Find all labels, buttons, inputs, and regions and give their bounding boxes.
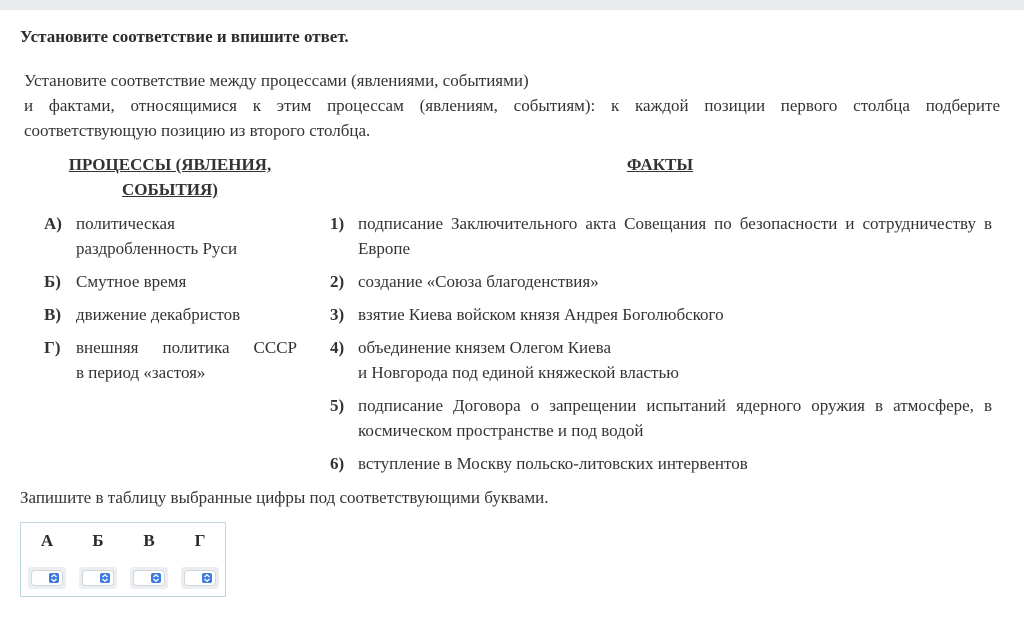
- chevron-updown-icon: [202, 573, 212, 583]
- process-letter: А): [44, 214, 62, 233]
- facts-column-header: ФАКТЫ: [626, 155, 694, 174]
- fact-text: вступление в Москву польско-литовских интервентов: [358, 454, 748, 473]
- process-item-a: [44, 211, 304, 261]
- process-text: политическая раздробленность Руси: [76, 214, 238, 258]
- fact-text-line-2: и Новгорода под единой княжеской властью: [358, 363, 679, 382]
- process-text: движение декабристов: [76, 305, 241, 324]
- chevron-updown-icon: [151, 573, 161, 583]
- select-field[interactable]: [32, 571, 62, 585]
- fact-number: 6): [330, 454, 345, 473]
- fact-number: 4): [330, 338, 345, 357]
- fact-number: 1): [330, 214, 345, 233]
- chevron-updown-icon: [100, 573, 110, 583]
- fact-text-line-1: объединение князем Олегом Киева: [358, 338, 612, 357]
- select-field[interactable]: [83, 571, 113, 585]
- task-title: Установите соответствие и впишите ответ.: [20, 27, 349, 46]
- select-field[interactable]: [185, 571, 215, 585]
- answer-select-b[interactable]: [79, 567, 117, 589]
- answer-header-a: А: [40, 531, 54, 550]
- fact-number: 3): [330, 305, 345, 324]
- fact-item-4: [330, 335, 1000, 385]
- fact-number: 2): [330, 272, 345, 291]
- fact-item-2: [330, 269, 1000, 294]
- answer-table: [20, 522, 226, 597]
- process-item-b: [44, 269, 304, 294]
- answer-select-g[interactable]: [181, 567, 219, 589]
- fact-item-6: [330, 451, 1000, 476]
- processes-header-line-2: СОБЫТИЯ): [122, 180, 218, 199]
- fact-text: [358, 335, 992, 385]
- process-item-g: [44, 335, 304, 385]
- fact-text: создание «Союза благоденствия»: [358, 272, 599, 291]
- answer-header-v: В: [143, 531, 155, 550]
- answer-header-g: Г: [194, 531, 206, 550]
- process-text: [76, 335, 297, 385]
- processes-header-line-1: ПРОЦЕССЫ (ЯВЛЕНИЯ,: [68, 155, 272, 174]
- fact-text: взятие Киева войском князя Андрея Боголюбского: [358, 305, 724, 324]
- select-field[interactable]: [134, 571, 164, 585]
- processes-column-header: [50, 152, 290, 202]
- chevron-updown-icon: [49, 573, 59, 583]
- answer-select-a[interactable]: [28, 567, 66, 589]
- fact-item-1: [330, 211, 1000, 261]
- process-text-line-1: внешняя политика СССР: [76, 338, 297, 357]
- fact-item-5: [330, 393, 1000, 443]
- intro-line-2: и фактами, относящимися к этим процессам (явлениям, событиям): к каждой позиции первого столбца подберите: [24, 96, 1000, 115]
- process-item-v: [44, 302, 304, 327]
- answer-header-b: Б: [92, 531, 104, 550]
- intro-line-1: Установите соответствие между процессами (явлениями, событиями): [24, 71, 529, 90]
- process-text: Смутное время: [76, 272, 187, 291]
- answer-select-v[interactable]: [130, 567, 168, 589]
- answer-instruction: Запишите в таблицу выбранные цифры под соответствующими буквами.: [20, 488, 549, 507]
- intro-line-3: соответствующую позицию из второго столбца.: [24, 121, 371, 140]
- process-letter: В): [44, 305, 61, 324]
- process-letter: Б): [44, 272, 61, 291]
- task-intro: [24, 68, 1000, 143]
- fact-text: подписание Договора о запрещении испытаний ядерного оружия в атмосфере, в космическом пространстве и под водой: [358, 396, 992, 440]
- fact-item-3: [330, 302, 1000, 327]
- fact-number: 5): [330, 396, 345, 415]
- top-bar: [0, 0, 1024, 10]
- fact-text: подписание Заключительного акта Совещания по безопасности и сотрудничеству в Европе: [358, 214, 992, 258]
- process-text-line-2: в период «застоя»: [76, 363, 206, 382]
- process-letter: Г): [44, 338, 61, 357]
